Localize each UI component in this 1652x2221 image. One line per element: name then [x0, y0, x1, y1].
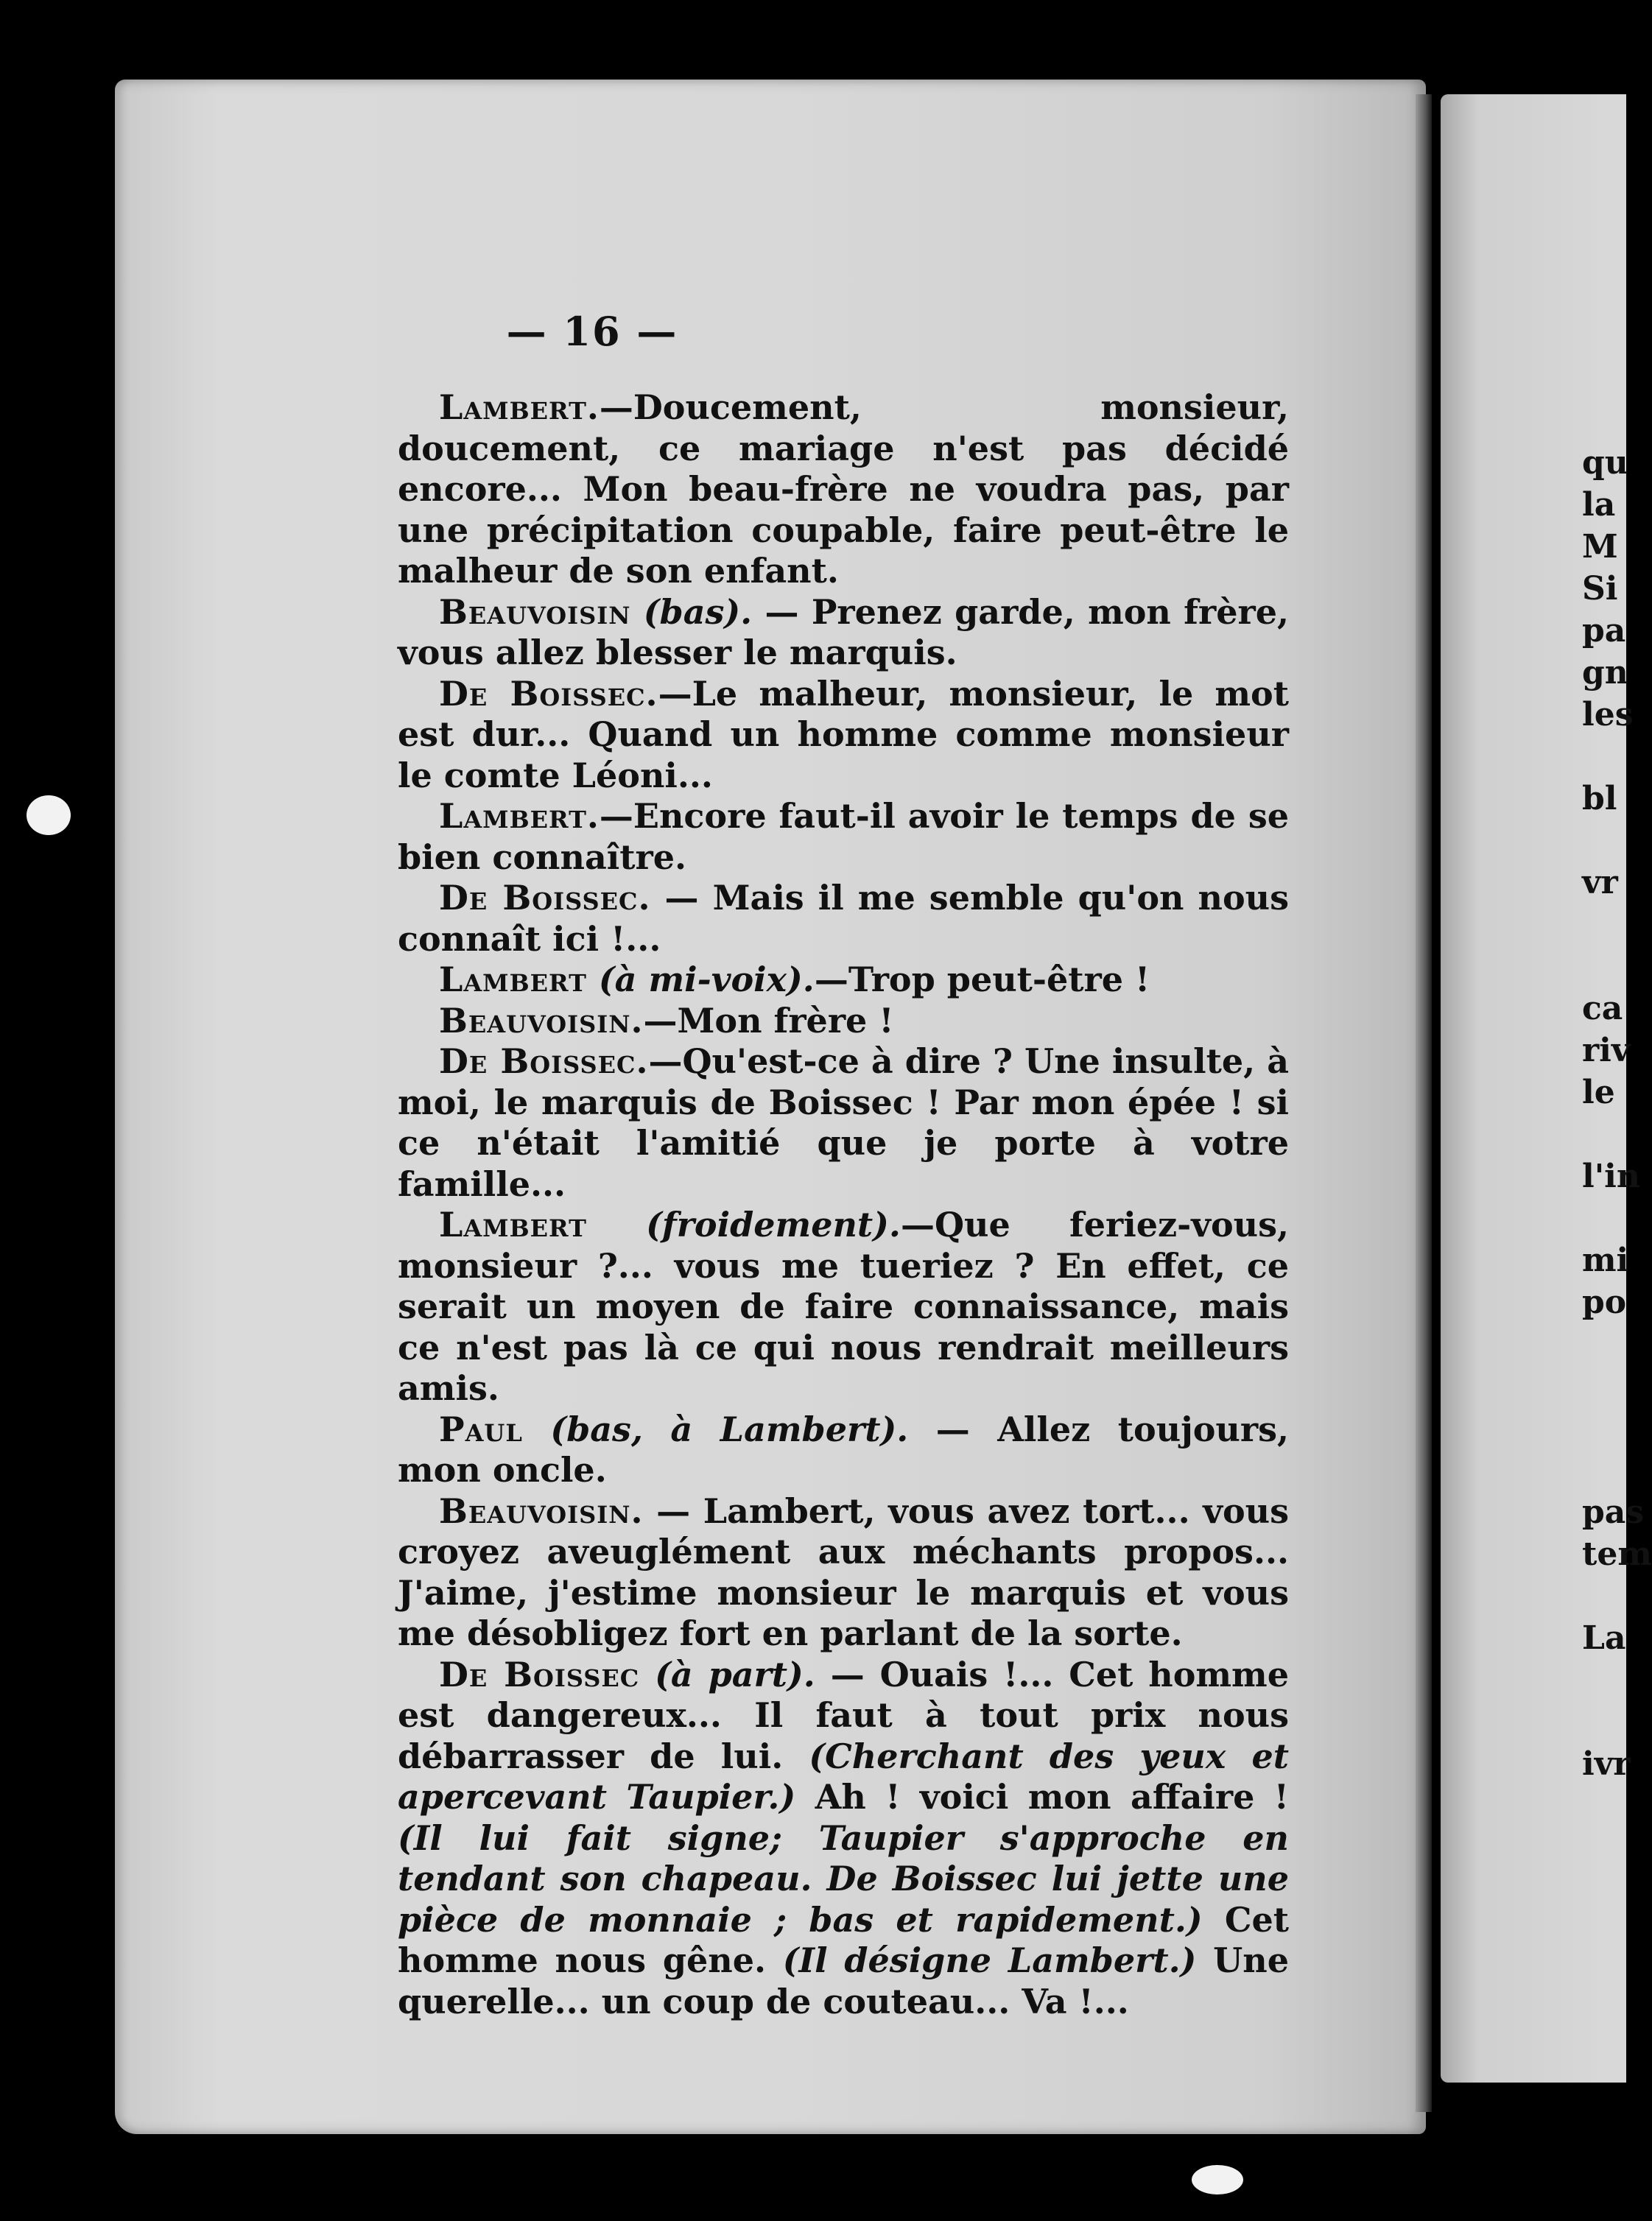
dialogue-paragraph: [398, 1001, 1289, 1042]
dialogue-text: —Qu'est-ce à dire ? Une insulte, à moi, le marquis de Boissec ! Par mon épée ! si ce n'était l'amitié que je porte à votre famille...: [398, 1041, 1289, 1204]
right-page-fragment: [1582, 1197, 1652, 1239]
stage-direction: (bas, à Lambert).: [550, 1409, 909, 1449]
right-page-fragment: qu: [1582, 444, 1628, 482]
right-page-fragment: ivr: [1582, 1745, 1631, 1783]
dialogue-paragraph: [398, 592, 1289, 674]
stage-direction: (froidement).: [646, 1205, 901, 1245]
page-number: — 16 —: [506, 308, 678, 355]
right-page-fragment: [1582, 1407, 1652, 1449]
right-page-fragment: [1582, 1701, 1652, 1743]
dialogue-text: —Doucement, monsieur, doucement, ce mariage n'est pas décidé encore... Mon beau-frère ne voudra pas, par une précipitation coupable, faire peut-être le malheur de son enfant.: [398, 387, 1289, 591]
dialogue-paragraph: [398, 674, 1289, 797]
right-page-fragment: l'in: [1582, 1158, 1640, 1195]
dialogue-paragraph: [398, 1491, 1289, 1655]
right-page-fragment: [1582, 946, 1652, 988]
speaker-name: Beauvoisin: [439, 591, 631, 632]
speaker-name: De Boissec.: [439, 1041, 649, 1081]
dialogue-paragraph: [398, 960, 1289, 1001]
right-page-fragment: M: [1582, 528, 1618, 566]
book-spine: [1416, 94, 1432, 2112]
speaker-name: De Boissec.: [439, 878, 651, 918]
dialogue-text: —Trop peut-être !: [814, 960, 1150, 999]
dialogue-text: —Le malheur, monsieur, le mot est dur... Quand un homme comme monsieur le comte Léoni...: [398, 673, 1289, 795]
dialogue-paragraph: [398, 1409, 1289, 1491]
right-page-fragment: [1582, 1785, 1652, 1827]
right-page-text-fragments: [1582, 442, 1652, 1869]
speaker-name: Lambert.: [439, 387, 600, 427]
speaker-name: Beauvoisin.: [439, 1490, 644, 1531]
right-page-fragment: [1582, 1365, 1652, 1407]
right-page-fragment: riv: [1582, 1032, 1631, 1069]
stage-direction: (Il lui fait signe; Taupier s'approche en tendant son chapeau. De Boissec lui jette une pièce de monnaie ; bas et rapidement.): [398, 1817, 1289, 1940]
dialogue-text: — Prenez garde, mon frère, vous allez blesser le marquis.: [398, 591, 1289, 672]
stage-direction: (à mi-voix).: [598, 960, 815, 999]
speaker-name: De Boissec: [439, 1654, 640, 1694]
right-page-fragment: [1582, 1323, 1652, 1365]
dialogue-text: —Mon frère !: [643, 1000, 894, 1041]
speaker-name: Lambert: [439, 1205, 587, 1245]
right-page-fragment: tem: [1582, 1535, 1652, 1573]
speaker-name: De Boissec.: [439, 673, 658, 714]
speaker-name: Lambert: [439, 960, 587, 999]
right-page-fragment: [1582, 1659, 1652, 1701]
dialogue-paragraph: [398, 1041, 1289, 1205]
dialogue-paragraph: [398, 796, 1289, 878]
dialogue-text: — Ouais !... Cet homme est dangereux... Il faut à tout prix nous débarrasser de lui.: [398, 1654, 1289, 1776]
paper-fleck: [1192, 2165, 1243, 2194]
right-page-fragment: pa: [1582, 612, 1626, 650]
right-page-fragment: mi: [1582, 1242, 1629, 1279]
speaker-name: Paul: [439, 1409, 523, 1449]
right-page-fragment: [1582, 1113, 1652, 1155]
dialogue-text: Une querelle... un coup de couteau... Va !...: [398, 1940, 1290, 2021]
dialogue-text: Ah ! voici mon affaire !: [795, 1777, 1290, 1817]
right-page-fragment: [1582, 736, 1652, 778]
right-page-fragment: le: [1582, 1074, 1615, 1111]
right-page-fragment: gn: [1582, 654, 1628, 691]
right-page-fragment: pas: [1582, 1493, 1645, 1531]
right-page-fragment: vr: [1582, 864, 1618, 901]
right-page-fragment: la: [1582, 486, 1616, 524]
stage-direction: (bas).: [643, 591, 753, 632]
dialogue-text: Cet homme nous gêne.: [398, 1899, 1290, 1980]
right-page-fragment: [1582, 1575, 1652, 1617]
dialogue-paragraph: [398, 1655, 1289, 2023]
dialogue-paragraph: [398, 878, 1289, 960]
dialogue-text: —Que feriez-vous, monsieur ?... vous me tueriez ? En effet, ce serait un moyen de faire connaissance, mais ce n'est pas là ce qui nous rendrait meilleurs amis.: [398, 1205, 1289, 1408]
dialogue-text: —Encore faut-il avoir le temps de se bien connaître.: [398, 796, 1289, 877]
stage-direction: (à part).: [655, 1654, 815, 1694]
paper-fleck: [27, 795, 71, 835]
speaker-name: Lambert.: [439, 796, 600, 836]
right-page-fragment: po: [1582, 1284, 1627, 1321]
stage-direction: (Cherchant des yeux et apercevant Taupier.): [398, 1736, 1290, 1817]
right-page-fragment: Si: [1582, 570, 1618, 608]
right-page-fragment: ca: [1582, 990, 1623, 1027]
dialogue-text: — Allez toujours, mon oncle.: [398, 1409, 1290, 1490]
right-page-fragment: [1582, 904, 1652, 946]
stage-direction: (Il désigne Lambert.): [782, 1940, 1197, 1980]
right-page-fragment: [1582, 1449, 1652, 1491]
dialogue-text: — Lambert, vous avez tort... vous croyez aveuglément aux méchants propos... J'aime, j'estime monsieur le marquis et vous me désobligez fort en parlant de la sorte.: [398, 1490, 1289, 1653]
right-page-fragment: [1582, 1827, 1652, 1869]
right-page-fragment: La: [1582, 1619, 1626, 1657]
speaker-name: Beauvoisin.: [439, 1000, 644, 1041]
right-page-fragment: bl: [1582, 780, 1617, 817]
body-text: [398, 387, 1289, 2022]
right-page-fragment: [1582, 820, 1652, 862]
dialogue-text: — Mais il me semble qu'on nous connaît ici !...: [398, 878, 1289, 959]
right-page-fragment: les: [1582, 696, 1634, 733]
dialogue-paragraph: [398, 1205, 1289, 1409]
dialogue-paragraph: [398, 387, 1289, 592]
